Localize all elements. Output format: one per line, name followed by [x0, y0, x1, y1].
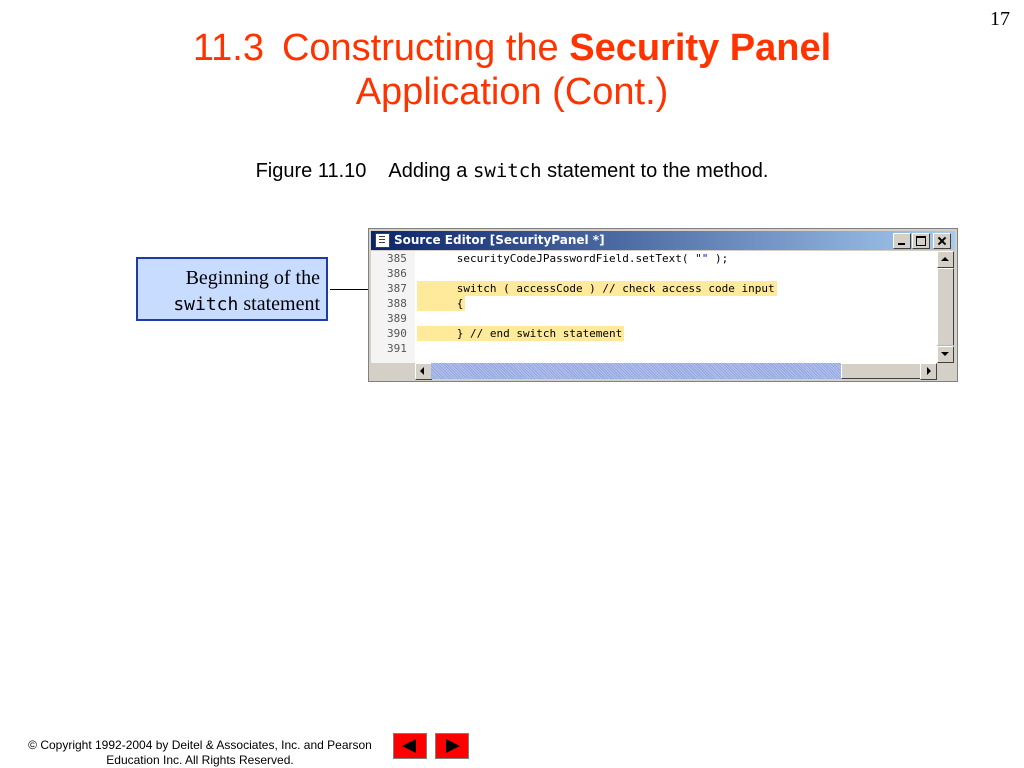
- minimize-button[interactable]: [893, 233, 911, 249]
- line-number: 390: [387, 327, 407, 340]
- title-line-1: [0, 26, 1024, 70]
- title-text: Constructing the: [281, 27, 559, 69]
- figure-label: Figure 11.10: [255, 160, 367, 182]
- line-number: 388: [387, 297, 407, 310]
- caption-pre: Adding a: [388, 160, 468, 182]
- copyright-line-2: Education Inc. All Rights Reserved.: [106, 753, 294, 767]
- code-line: [371, 326, 937, 341]
- callout-line-1: Beginning of the: [185, 267, 320, 289]
- line-number: 386: [387, 267, 407, 280]
- code-segment: );: [708, 252, 729, 265]
- vertical-scroll-thumb[interactable]: [937, 268, 954, 346]
- callout-rest: statement: [243, 293, 320, 315]
- slide-title: [0, 26, 1024, 114]
- code-line: [371, 311, 937, 326]
- horizontal-scroll-thumb[interactable]: [841, 363, 921, 379]
- code-line: [371, 296, 937, 311]
- code-line: [371, 341, 937, 356]
- caption-post: statement to the method.: [547, 160, 769, 182]
- source-editor-window: [368, 228, 958, 382]
- page-number: 17: [990, 8, 1010, 30]
- scroll-down-arrow-icon[interactable]: [937, 346, 954, 363]
- title-bold-text: Security Panel: [569, 27, 832, 69]
- line-number: 385: [387, 252, 407, 265]
- code-line: [371, 266, 937, 281]
- title-line-2: Application (Cont.): [355, 71, 669, 113]
- line-number: 389: [387, 312, 407, 325]
- scroll-left-arrow-icon[interactable]: [415, 363, 432, 380]
- caption-code: switch: [472, 160, 542, 182]
- code-editor[interactable]: [371, 251, 937, 363]
- scrollbar-corner: [937, 363, 954, 379]
- callout-code: switch: [173, 294, 239, 315]
- code-text-highlighted: switch ( accessCode ) // check access code input: [417, 282, 775, 295]
- line-number: 391: [387, 342, 407, 355]
- code-segment: securityCodeJPasswordField.setText(: [417, 252, 696, 265]
- vertical-scrollbar[interactable]: [937, 251, 954, 363]
- close-button[interactable]: [933, 233, 951, 249]
- scroll-right-arrow-icon[interactable]: [920, 363, 937, 380]
- code-text-highlighted: {: [417, 297, 464, 310]
- figure-caption: [0, 160, 1024, 183]
- next-slide-button[interactable]: [435, 733, 469, 759]
- callout-box: [136, 257, 328, 321]
- maximize-button[interactable]: [912, 233, 930, 249]
- copyright-footer: [0, 738, 400, 768]
- copyright-line-1: © Copyright 1992-2004 by Deitel & Associates, Inc. and Pearson: [28, 738, 372, 752]
- previous-slide-button[interactable]: [393, 733, 427, 759]
- section-number: 11.3: [192, 27, 264, 69]
- scroll-up-arrow-icon[interactable]: [937, 251, 954, 268]
- code-text: [417, 251, 728, 266]
- window-titlebar[interactable]: [371, 231, 955, 250]
- code-line: [371, 281, 937, 296]
- horizontal-scroll-track[interactable]: [431, 363, 841, 379]
- code-text-highlighted: } // end switch statement: [417, 327, 623, 340]
- string-literal: "": [695, 252, 709, 265]
- callout-line-2: [138, 291, 320, 318]
- window-controls: [892, 233, 951, 252]
- editor-icon: [375, 233, 390, 248]
- line-number: 387: [387, 282, 407, 295]
- horizontal-scrollbar[interactable]: [415, 363, 937, 379]
- code-line: [371, 251, 937, 266]
- window-title: Source Editor [SecurityPanel *]: [394, 233, 605, 247]
